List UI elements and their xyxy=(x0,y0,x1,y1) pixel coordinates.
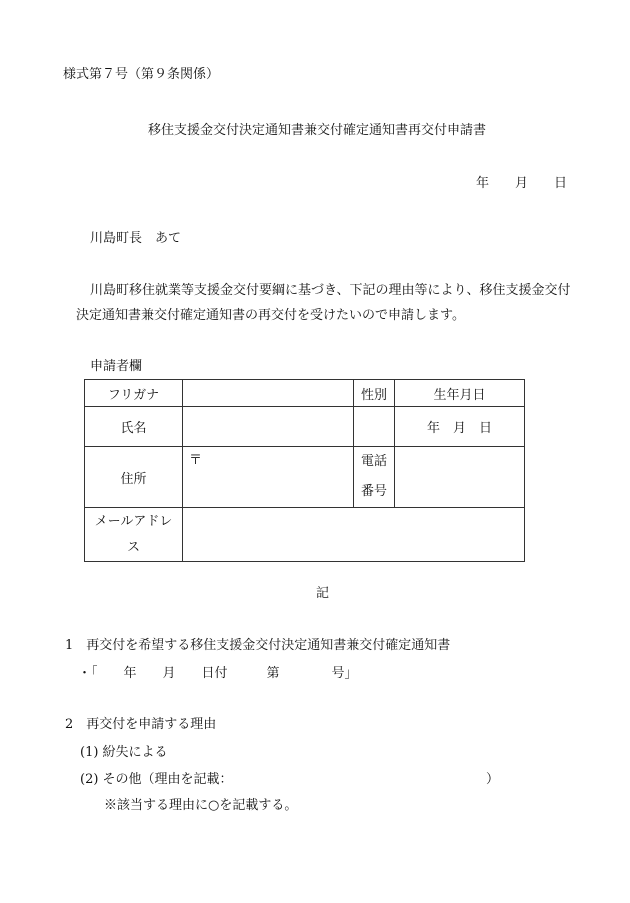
reason-option-1: (1) 紛失による xyxy=(80,745,168,760)
furigana-field[interactable] xyxy=(183,380,354,407)
reason-note: ※該当する理由に○を記載する。 xyxy=(104,798,298,813)
body-text-line-1: 川島町移住就業等支援金交付要綱に基づき、下記の理由等により、移住支援金交付 xyxy=(90,283,571,298)
birthdate-label: 生年月日 xyxy=(395,380,525,407)
phone-label-line-2: 番号 xyxy=(360,484,387,499)
table-row xyxy=(85,447,525,508)
item1-heading: 1 再交付を希望する移住支援金交付決定通知書兼交付確定通知書 xyxy=(65,638,451,653)
addressee: 川島町長 あて xyxy=(90,231,182,246)
address-label: 住所 xyxy=(85,447,183,508)
furigana-label: フリガナ xyxy=(85,380,183,407)
table-row xyxy=(85,407,525,447)
email-label-line-1: メールアドレ xyxy=(94,513,173,529)
phone-label xyxy=(354,447,395,508)
birthdate-field[interactable]: 年 月 日 xyxy=(395,407,525,447)
item2-heading: 2 再交付を申請する理由 xyxy=(65,717,217,732)
postal-mark: 〒 xyxy=(189,453,203,468)
applicant-table xyxy=(84,379,525,562)
form-number: 様式第７号（第９条関係） xyxy=(63,67,220,82)
name-field[interactable] xyxy=(183,407,354,447)
table-row xyxy=(85,380,525,407)
item1-detail: ・「 年 月 日付 第 号」 xyxy=(78,666,358,681)
gender-label: 性別 xyxy=(354,380,395,407)
applicant-section-label: 申請者欄 xyxy=(90,359,143,374)
ki-marker: 記 xyxy=(316,586,330,601)
table-row xyxy=(85,508,525,562)
body-text-line-2: 決定通知書兼交付確定通知書の再交付を受けたいので申請します。 xyxy=(76,308,465,323)
phone-label-line-1: 電話 xyxy=(360,454,387,469)
name-label: 氏名 xyxy=(85,407,183,447)
email-field[interactable] xyxy=(183,508,525,562)
date-line: 年 月 日 xyxy=(476,176,568,191)
address-field[interactable] xyxy=(183,447,354,508)
reason-option-2: (2) その他（理由を記載： ） xyxy=(80,772,500,787)
email-label-line-2: ス xyxy=(126,539,140,555)
phone-field[interactable] xyxy=(395,447,525,508)
email-label xyxy=(85,508,183,562)
gender-field[interactable] xyxy=(354,407,395,447)
document-title: 移住支援金交付決定通知書兼交付確定通知書再交付申請書 xyxy=(148,123,487,138)
